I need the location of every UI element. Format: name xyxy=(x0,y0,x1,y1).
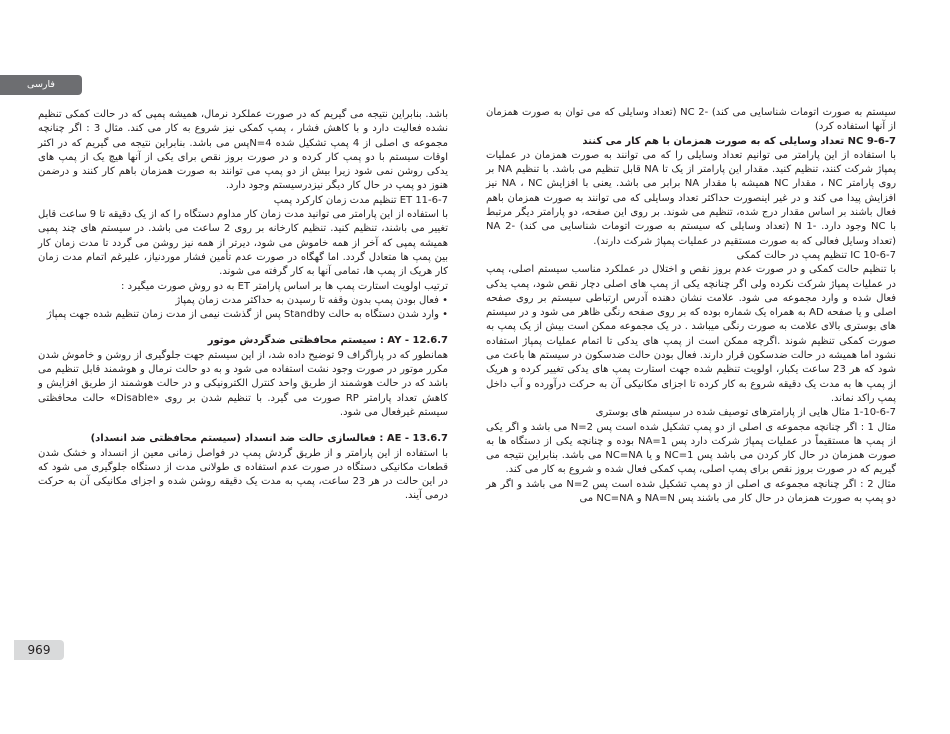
paragraph: با استفاده از این پارامتر می توانید مدت زمان کار مداوم دستگاه را که از یک دقیقه تا 9 ساعت قابل تغییر می باشند، تنظیم کنید. تنظیم کارخانه بر روی 2 ساعت می باشد. در سیستم های چند پمپی همیشه پمپی که آخر از همه خاموش می شود، دیرتر از همه نیز روشن می گردد تا مدت زمان کار بین پمپ ها متعادل گردد. اما گهگاه در صورت عدم تأمین فشار موردنیاز، علیرغم اتمام مدت زمان کار هریک از پمپ ها، تمامی آنها به کار گرفته می شوند. xyxy=(38,209,448,278)
paragraph: با تنظیم حالت کمکی و در صورت عدم بروز نقص و اختلال در عملکرد مناسب سیستم اصلی، پمپ در عملیات پمپاژ شرکت نکرده ولی اگر چنانچه یکی از پمپ های اصلی دچار نقص شود، پمپ یدکی فعال شده و وارد مجموعه می شود. علامت نشان دهنده آدرس ارتباطی سیستم بر روی صفحه اصلی و یا صفحه AD به همراه یک شماره بوده که بر روی صفحه رنگی ظاهر می شود و در سیستم های بوستری بالای علامت به صورت رنگی میباشد . در یک مجموعه ممکن است بیش از یک پمپ به صورت کمکی تنظیم شوند .اگرچه ممکن است از پمپ های یدکی تا اتمام عملیات پمپاژ استفاده نشود اما همیشه در حالت ضدسکون قرار دارند. فعال بودن حالت ضدسکون در سیستم ها باعث می شود که هر 23 ساعت یکبار، اولویت تنظیم شده جهت استارت پمپ های یدکی تغییر کرده و هریک از پمپ ها به مدت یک دقیقه شروع به کار کرده تا اجزای مکانیکی آن به حرکت درآورده و آب داخل پمپ راکد نماند. xyxy=(486,264,897,404)
page-number: 969 xyxy=(14,640,64,660)
paragraph: با استفاده از این پارامتر می توانیم تعداد وسایلی را که می توانند به صورت همزمان در عملیات پمپاژ شرکت کنند، تنظیم کنید. مقدار این پارامتر از یک تا NA قابل تنظیم می باشد. با تنظیم NA بر روی پارامتر NC ، مقدار NC همیشه با مقدار NA برابر می باشد. یعنی با افزایش NA ، NC نیز افزایش پیدا می کند و در غیر اینصورت حداکثر تعداد وسایلی که می توانند به صورت همزمان باهم فعال باشند بر اساس مقدار درج شده، تنظیم می شوند. بر روی این صفحه، دو پارامتر دیگر مرتبط با NC وجود دارد. -N 1 (تعداد وسایلی که سیستم به صورت اتومات شناسایی می کند) -NA 2 (تعداد وسایل فعالی که به صورت مستقیم در عملیات پمپاژ شرکت دارند). xyxy=(486,149,897,247)
paragraph: 1-10-6-7 مثال هایی از پارامترهای توصیف شده در سیستم های بوستری xyxy=(595,407,896,419)
paragraph: IC 10-6-7 تنظیم پمپ در حالت کمکی xyxy=(736,249,896,261)
paragraph: ET 11-6-7 تنظیم مدت زمان کارکرد پمپ xyxy=(273,194,448,206)
language-tab: فارسی xyxy=(0,75,82,95)
section-spacer xyxy=(38,322,448,334)
paragraph: مثال 2 : اگر چنانچه مجموعه ی اصلی از دو پمپ تشکیل شده است پس N=2 می باشد و اگر هر دو پمپ به صورت همزمان در حال کار می باشند پس NA=N و NC=NA می xyxy=(486,478,896,505)
paragraph: سیستم به صورت اتومات شناسایی می کند) -NC 2 (تعداد وسایلی که می توان به صورت همزمان از آنها استفاده کرد) xyxy=(486,107,896,133)
section-heading: AE - 13.6.7 : فعالسازی حالت ضد انسداد (سیستم محافظتی ضد انسداد) xyxy=(90,433,448,445)
paragraph: باشد. بنابراین نتیجه می گیریم که در صورت عملکرد نرمال، همیشه پمپی که در حالت کمکی تنظیم نشده فعالیت دارد و با کاهش فشار ، پمپ کمکی نیز شروع به کار می کند. مثال 3 : اگر چنانچه مجموعه ی اصلی از 4 پمپ تشکیل شده N=4پس می باشد. بنابراین نتیجه می گیریم که در اکثر اوقات سیستم با دو پمپ کار کرده و در صورت بروز نقص برای یکی از آنها هیچ یک از پمپ های یدکی روشن نمی شود زیرا بیش از دو پمپ می توانند به صورت همزمان باهم کار کنند و درضمن هنوز دو پمپ در حال کار دیگر نیزدرسیستم وجود دارد. xyxy=(38,109,449,192)
section-spacer xyxy=(38,420,448,432)
right-column xyxy=(486,106,896,506)
section-heading: AY - 12.6.7 : سیستم محافظتی ضدگردش موتور xyxy=(207,335,448,347)
paragraph: • فعال بودن پمپ بدون وقفه تا رسیدن به حداکثر مدت زمان پمپاژ xyxy=(175,294,448,306)
paragraph: ترتیب اولویت استارت پمپ ها بر اساس پارامتر ET به دو روش صورت میگیرد : xyxy=(121,280,448,292)
paragraph: همانطور که در پاراگراف 9 توضیح داده شد، از این سیستم جهت جلوگیری از روشن و خاموش شدن مکرر موتور در صورت وجود نشت استفاده می شود و به دو حالت نرمال و هوشمند قابل تنظیم می باشد که در حالت هوشمند از طریق واحد کنترل الکترونیکی و در حالت هوشمند از طریق افزایش و کاهش تعداد پارامتر RP صورت می گیرد. با تنظیم شدن بر روی «Disable» حالت محافظتی سیستم غیرفعال می شود. xyxy=(38,349,449,418)
left-column xyxy=(38,108,448,504)
paragraph: با استفاده از این پارامتر و از طریق گردش پمپ در فواصل زمانی معین از انسداد و خشک شدن قطعات مکانیکی دستگاه در صورت عدم استفاده ی طولانی مدت از دستگاه جلوگیری می شود که در این حالت در هر 23 ساعت، پمپ به مدت یک دقیقه روشن شده و اجزای مکانیکی آن به حرکت درمی آیند. xyxy=(38,447,448,502)
paragraph: مثال 1 : اگر چنانچه مجموعه ی اصلی از دو پمپ تشکیل شده است پس N=2 می باشد و اگر یکی از پمپ ها مستقیماً در عملیات پمپاژ شرکت دارد پس NA=1 بوده و چنانچه یکی از دستگاه ها به صورت همزمان در حال کار کردن می باشد پس NC=1 و یا NC=NA می باشد. بنابراین نتیجه می گیریم که در صورت بروز نقص برای پمپ اصلی، پمپ کمکی فعال شده و شروع به کار می کند. xyxy=(486,421,896,476)
section-heading: NC 9-6-7 تعداد وسایلی که به صورت همزمان با هم کار می کنند xyxy=(582,135,896,147)
paragraph: • وارد شدن دستگاه به حالت Standby پس از گذشت نیمی از مدت زمان تنظیم شده جهت پمپاژ xyxy=(46,309,448,321)
